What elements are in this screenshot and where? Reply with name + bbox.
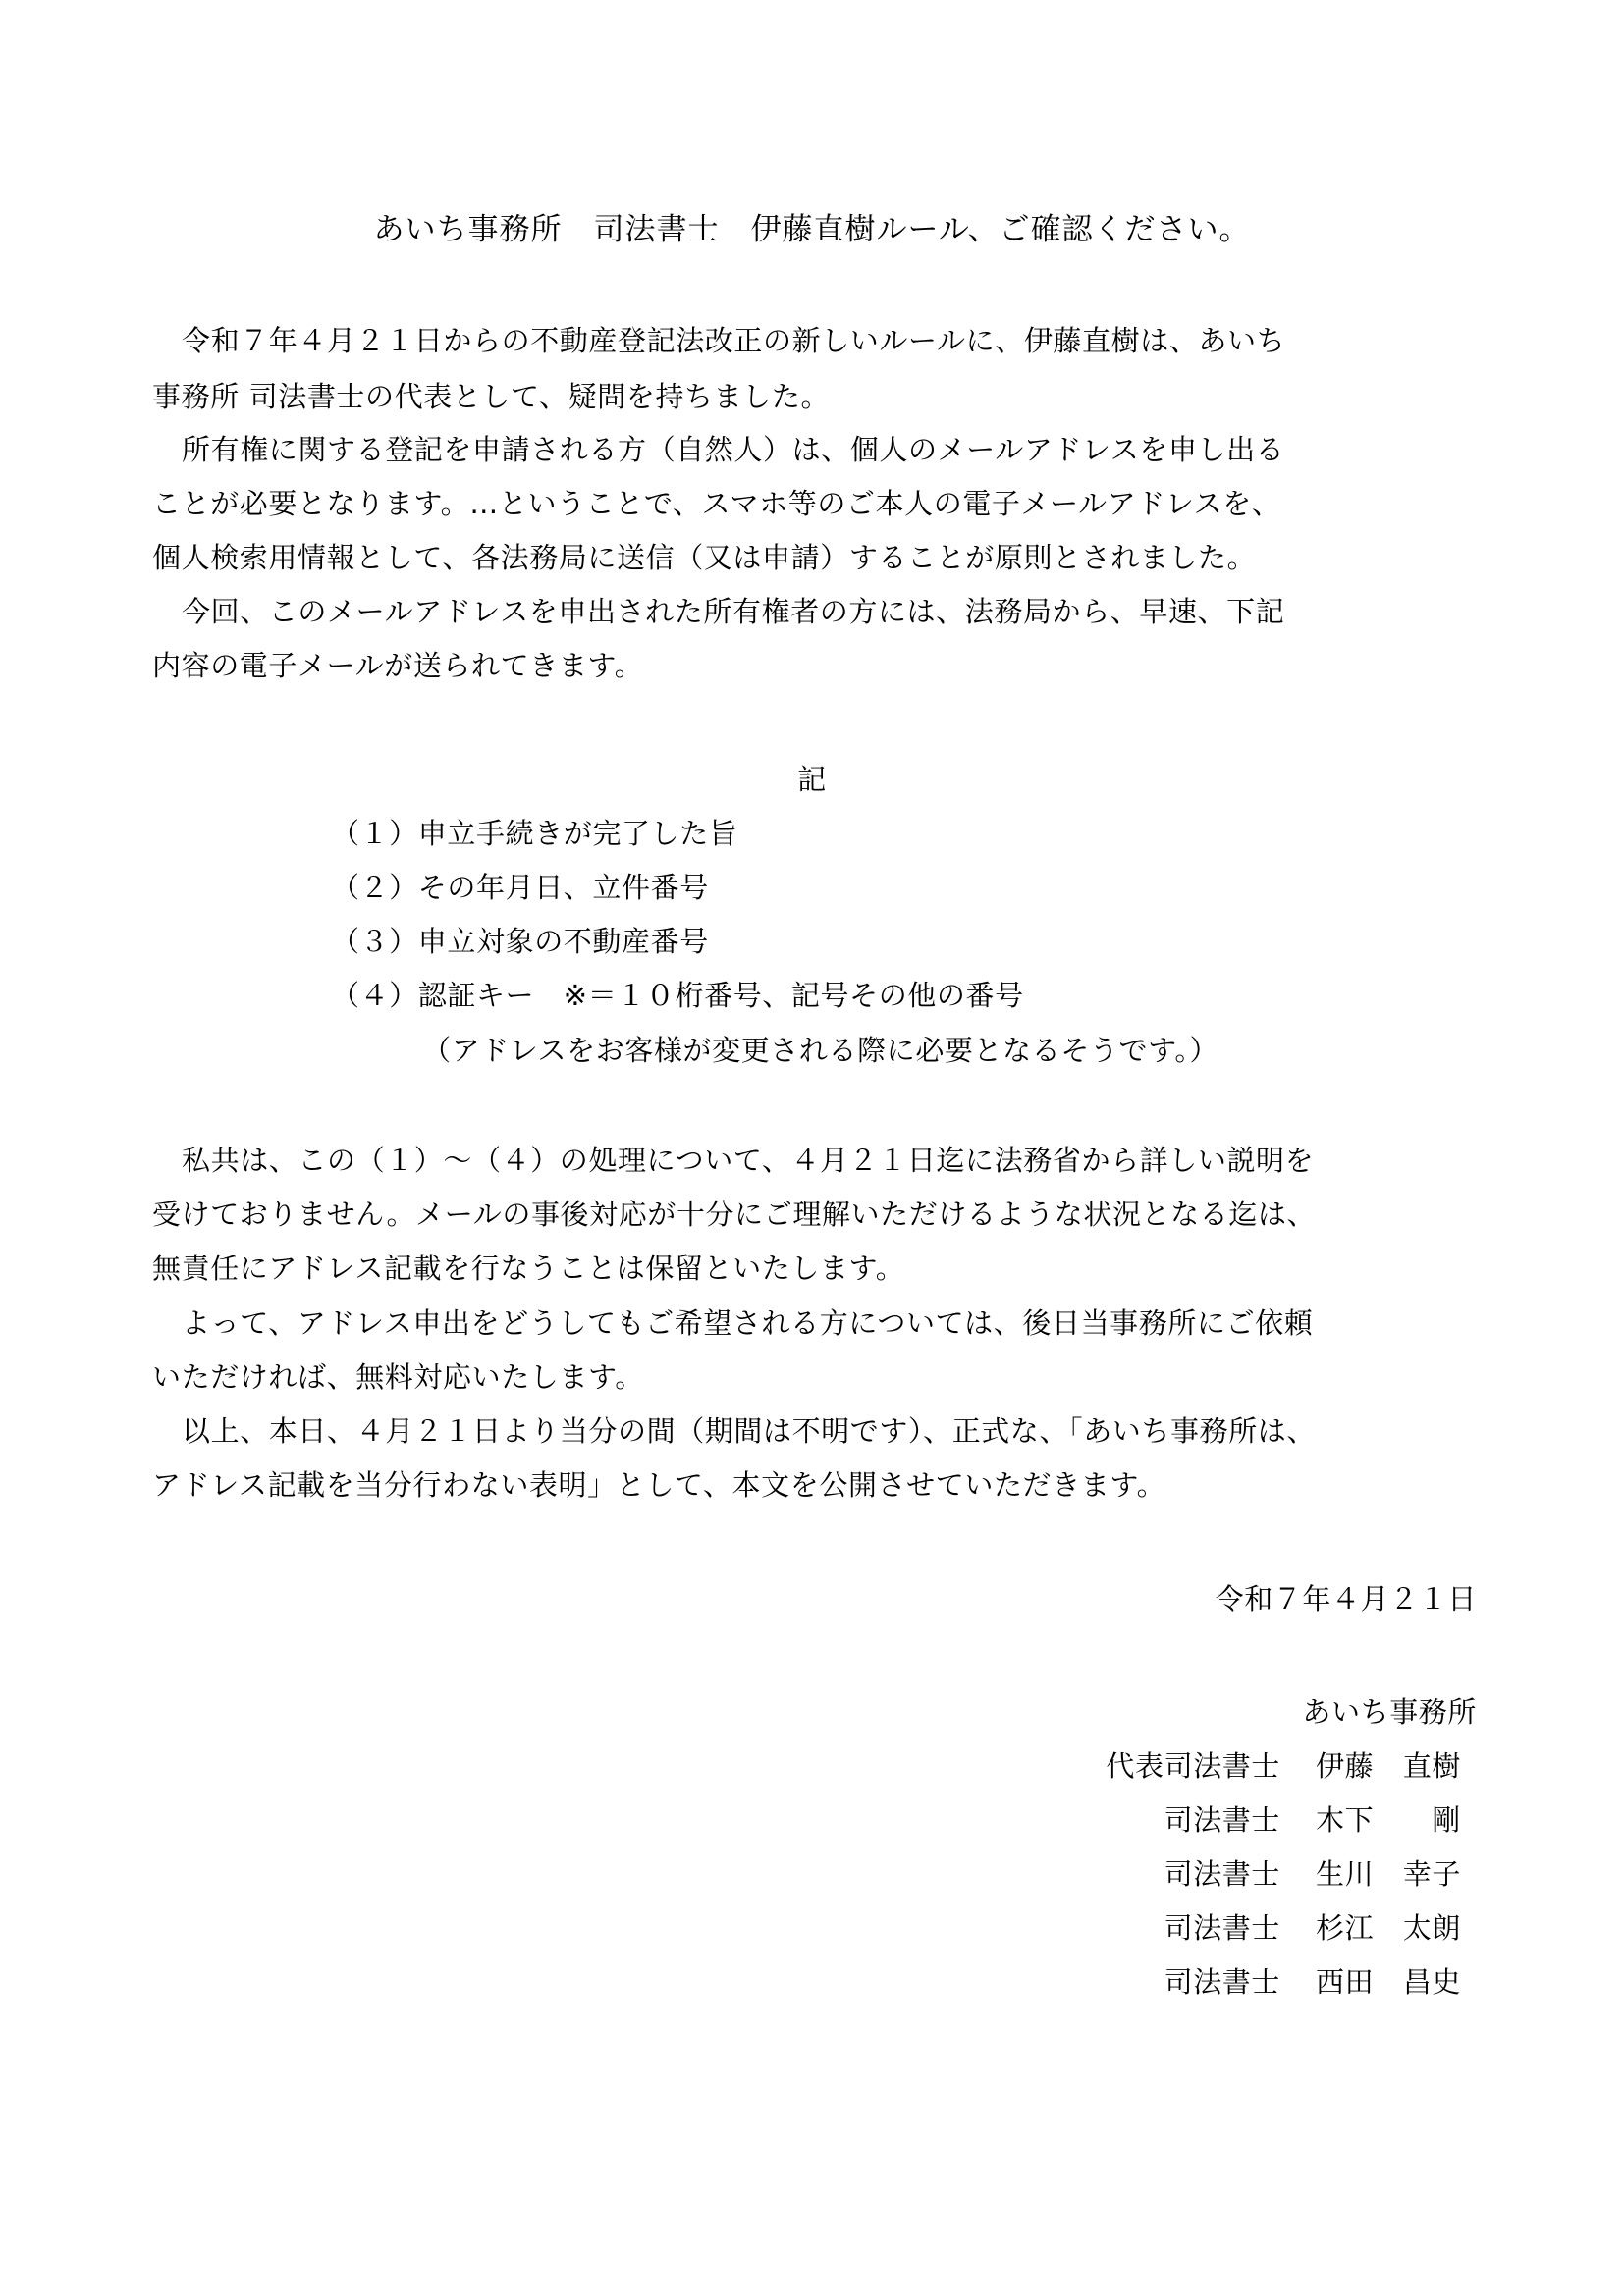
signatory-row: [1164, 1906, 1477, 1947]
list-item: （２）その年月日、立件番号: [331, 871, 709, 904]
body-line: いただければ、無料対応いたします。: [152, 1361, 644, 1394]
signatory-role: 代表司法書士: [1106, 1749, 1280, 1783]
signatory-name: 生川 幸子: [1316, 1857, 1462, 1891]
office-name: あいち事務所: [1302, 1695, 1477, 1729]
intro-line: 今回、このメールアドレスを申出された所有権者の方には、法務局から、早速、下記: [182, 595, 1285, 628]
intro-line: 令和７年４月２１日からの不動産登記法改正の新しいルールに、伊藤直樹は、あいち: [182, 324, 1286, 357]
signatory-role: 司法書士: [1164, 1911, 1280, 1945]
list-item: （３）申立対象の不動産番号: [331, 925, 709, 958]
list-item: （４）認証キー ※＝１０桁番号、記号その他の番号: [331, 979, 1024, 1012]
list-item-note: （アドレスをお客様が変更される際に必要となるそうです。）: [422, 1034, 1219, 1067]
document-title: あいち事務所 司法書士 伊藤直樹ルール、ご確認ください。: [373, 212, 1251, 247]
list-item: （１）申立手続きが完了した旨: [331, 817, 738, 850]
body-line: 以上、本日、４月２１日より当分の間（期間は不明です）、正式な、「あいち事務所は、: [182, 1415, 1317, 1448]
signatory-row: [1164, 1798, 1477, 1839]
document-date: 令和７年４月２１日: [1215, 1582, 1477, 1616]
signatory-role: 司法書士: [1164, 1857, 1280, 1891]
body-line: 無責任にアドレス記載を行なうことは保留といたします。: [152, 1252, 905, 1285]
signatory-row: [1106, 1744, 1477, 1785]
body-line: 受けておりません。メールの事後対応が十分にご理解いただけるような状況となる迄は、: [152, 1198, 1317, 1231]
intro-line: 所有権に関する登記を申請される方（自然人）は、個人のメールアドレスを申し出る: [182, 433, 1285, 466]
signatory-role: 司法書士: [1164, 1965, 1280, 1999]
signatory-name: 西田 昌史: [1316, 1965, 1462, 1999]
intro-line: ことが必要となります。…ということで、スマホ等のご本人の電子メールアドレスを、: [152, 487, 1281, 520]
signatory-name: 木下 剛: [1316, 1803, 1462, 1837]
body-line: よって、アドレス申出をどうしてもご希望される方については、後日当事務所にご依頼: [182, 1307, 1314, 1340]
body-line: 私共は、この（１）～（４）の処理について、４月２１日迄に法務省から詳しい説明を: [182, 1144, 1315, 1177]
body-line: アドレス記載を当分行わない表明」として、本文を公開させていただきます。: [152, 1468, 1166, 1502]
intro-line: 事務所 司法書士の代表として、疑問を持ちました。: [152, 380, 831, 413]
intro-line: 個人検索用情報として、各法務局に送信（又は申請）することが原則とされました。: [152, 541, 1257, 574]
signatory-role: 司法書士: [1164, 1803, 1280, 1837]
signatory-row: [1164, 1852, 1477, 1893]
ki-heading: 記: [797, 763, 827, 796]
intro-line: 内容の電子メールが送られてきます。: [152, 649, 644, 682]
signatory-name: 杉江 太朗: [1316, 1911, 1462, 1945]
signatory-row: [1164, 1960, 1477, 2001]
signatory-name: 伊藤 直樹: [1316, 1749, 1462, 1783]
